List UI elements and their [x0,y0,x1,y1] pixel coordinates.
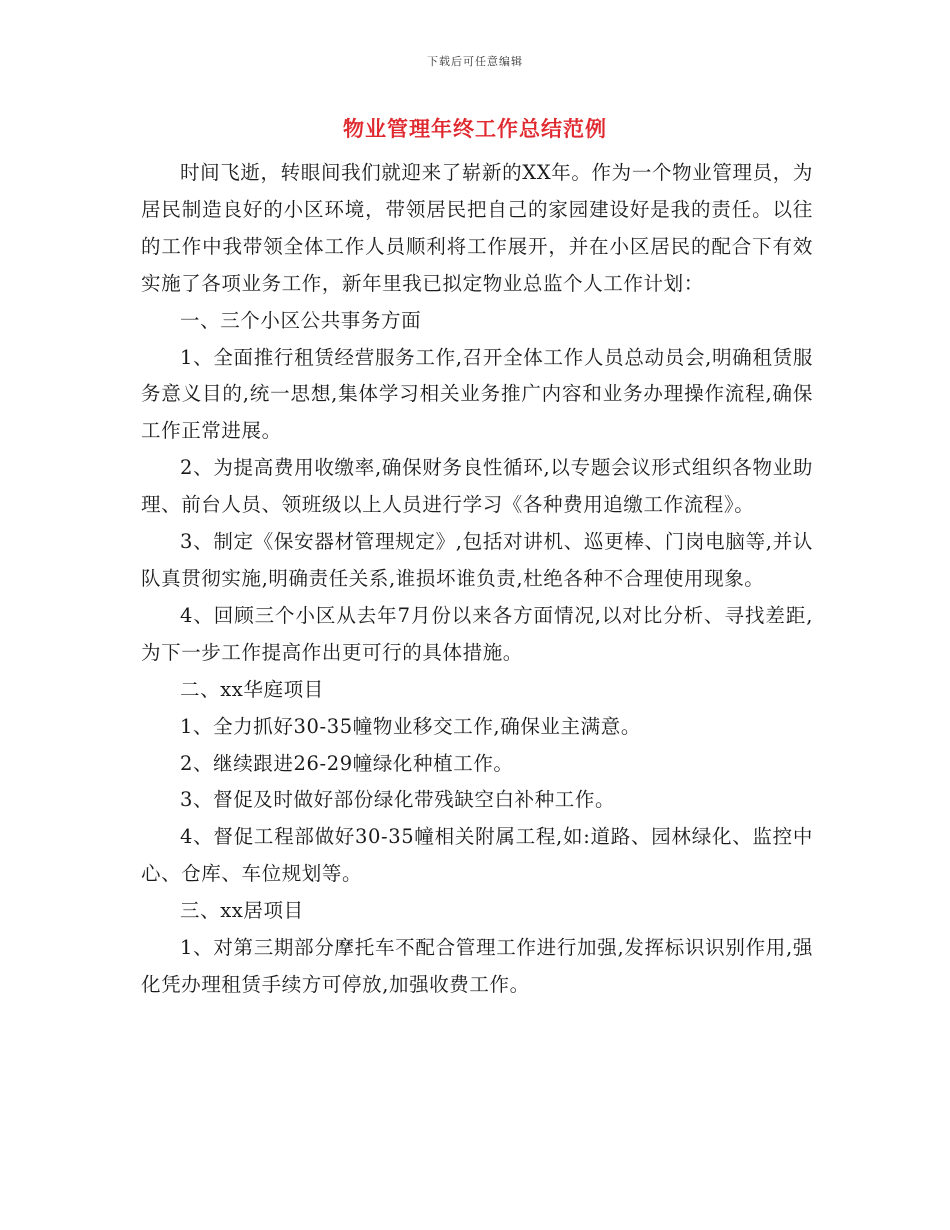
document-body [141,155,813,1004]
list-item: 1、对第三期部分摩托车不配合管理工作进行加强,发挥标识识别作用,强化凭办理租赁手续方可停放,加强收费工作。 [141,936,813,996]
intro-paragraph: 时间飞逝，转眼间我们就迎来了崭新的XX年。作为一个物业管理员，为居民制造良好的小区环境，带领居民把自己的家园建设好是我的责任。以往的工作中我带领全体工作人员顺利将工作展开，并在小区居民的配合下有效实施了各项业务工作，新年里我已拟定物业总监个人工作计划： [141,161,813,295]
list-item: 3、制定《保安器材管理规定》,包括对讲机、巡更棒、门岗电脑等,并认队真贯彻实施,明确责任关系,谁损坏谁负责,杜绝各种不合理使用现象。 [141,530,813,590]
section-heading-ju-project: 三、xx居项目 [180,899,304,923]
list-item: 3、督促及时做好部份绿化带残缺空白补种工作。 [180,788,616,812]
list-item: 1、全力抓好30-35幢物业移交工作,确保业主满意。 [180,714,641,738]
section-heading-public-affairs: 一、三个小区公共事务方面 [180,308,422,332]
document-title: 物业管理年终工作总结范例 [343,116,607,141]
list-item: 1、全面推行租赁经营服务工作,召开全体工作人员总动员会,明确租赁服务意义目的,统一思想,集体学习相关业务推广内容和业务办理操作流程,确保工作正常进展。 [141,345,813,443]
list-item: 2、继续跟进26-29幢绿化种植工作。 [180,751,514,775]
list-item: 2、为提高费用收缴率,确保财务良性循环,以专题会议形式组织各物业助理、前台人员、领班级以上人员进行学习《各种费用追缴工作流程》。 [141,456,813,517]
list-item: 4、督促工程部做好30-35幢相关附属工程,如:道路、园林绿化、监控中心、仓库、车位规划等。 [141,825,813,886]
section-heading-huating-project: 二、xx华庭项目 [180,677,324,701]
header-note: 下载后可任意编辑 [427,55,523,68]
list-item: 4、回顾三个小区从去年7月份以来各方面情况,以对比分析、寻找差距,为下一步工作提高作出更可行的具体措施。 [141,603,813,664]
